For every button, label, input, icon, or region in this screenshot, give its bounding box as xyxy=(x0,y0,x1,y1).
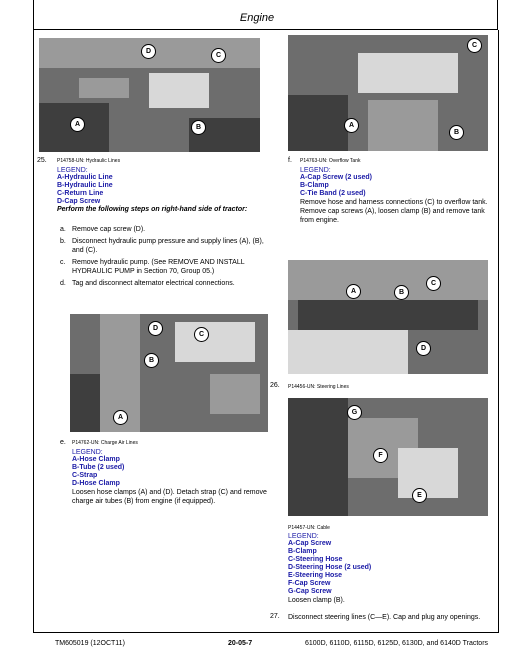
legend-item: E-Steering Hose xyxy=(288,572,343,579)
callout-a: A xyxy=(346,284,361,299)
figure-caption: P14762-UN: Charge Air Lines xyxy=(72,440,138,446)
legend-item: B-Clamp xyxy=(300,182,329,189)
callout-d: D xyxy=(416,341,431,356)
margin-rule-right xyxy=(497,0,498,30)
sub-marker: b. xyxy=(60,238,66,245)
legend-title: LEGEND: xyxy=(72,449,103,456)
callout-f: F xyxy=(373,448,388,463)
step-number: e. xyxy=(60,439,66,446)
callout-b: B xyxy=(144,353,159,368)
callout-a: A xyxy=(344,118,359,133)
callout-c: C xyxy=(211,48,226,63)
figure-caption: P14758-UN: Hydraulic Lines xyxy=(57,158,121,164)
legend-item: B-Hydraulic Line xyxy=(57,182,113,189)
legend-hydraulic xyxy=(57,167,267,213)
callout-b: B xyxy=(394,285,409,300)
legend-overflow-tank xyxy=(300,167,493,225)
figure-cable xyxy=(288,398,488,516)
legend-item: C-Tie Band (2 used) xyxy=(300,190,366,197)
legend-item: C-Return Line xyxy=(57,190,104,197)
legend-item: A-Cap Screw (2 used) xyxy=(300,174,372,181)
step-lead: Perform the following steps on right-hand side of tractor: xyxy=(57,206,248,213)
legend-item: C-Steering Hose xyxy=(288,556,343,563)
legend-title: LEGEND: xyxy=(288,533,319,540)
legend-item: A-Hose Clamp xyxy=(72,456,120,463)
sub-text: Remove cap screw (D). xyxy=(72,226,146,233)
legend-title: LEGEND: xyxy=(57,167,88,174)
figure-charge-air-lines xyxy=(70,314,268,432)
step-number: 26. xyxy=(270,382,280,389)
sub-marker: c. xyxy=(60,259,66,266)
callout-c: C xyxy=(467,38,482,53)
step-text: Disconnect steering lines (C—E). Cap and plug any openings. xyxy=(288,614,481,621)
legend-item: B-Clamp xyxy=(288,548,317,555)
margin-rule-left xyxy=(33,0,34,30)
figure-caption: P14456-UN: Steering Lines xyxy=(288,384,349,390)
sub-marker: d. xyxy=(60,280,66,287)
figure-caption: P14763-UN: Overflow Tank xyxy=(300,158,361,164)
callout-c: C xyxy=(426,276,441,291)
legend-item: C-Strap xyxy=(72,472,98,479)
callout-c: C xyxy=(194,327,209,342)
figure-caption: P14457-UN: Cable xyxy=(288,525,330,531)
footer-models: 6100D, 6110D, 6115D, 6125D, 6130D, and 6140D Tractors xyxy=(305,640,489,647)
legend-item: B-Tube (2 used) xyxy=(72,464,125,471)
legend-title: LEGEND: xyxy=(300,167,331,174)
step-text: Loosen clamp (B). xyxy=(288,597,345,604)
step-number: 27. xyxy=(270,613,280,620)
legend-item: A-Cap Screw xyxy=(288,540,332,547)
figure-steering-lines xyxy=(288,260,488,374)
sub-marker: a. xyxy=(60,226,66,233)
callout-a: A xyxy=(70,117,85,132)
callout-e: E xyxy=(412,488,427,503)
sub-text: Disconnect hydraulic pump pressure and supply lines (A), (B), and (C). xyxy=(72,238,264,254)
callout-g: G xyxy=(347,405,362,420)
step-text: Remove hose and harness connections (C) to overflow tank. Remove cap screws (A), loosen clamp (B) and remove tank from engine. xyxy=(300,199,488,224)
step-number: f. xyxy=(288,157,292,164)
callout-b: B xyxy=(449,125,464,140)
legend-item: A-Hydraulic Line xyxy=(57,174,113,181)
legend-item: G-Cap Screw xyxy=(288,588,332,595)
legend-cable xyxy=(288,533,488,605)
sub-text: Remove hydraulic pump. (See REMOVE AND INSTALL HYDRAULIC PUMP in Section 70, Group 05.) xyxy=(72,259,245,275)
legend-item: D-Steering Hose (2 used) xyxy=(288,564,372,571)
sub-text: Tag and disconnect alternator electrical connections. xyxy=(72,280,235,287)
footer-page: 20-05-7 xyxy=(228,640,253,647)
step-number: 25. xyxy=(37,157,47,164)
callout-d: D xyxy=(148,321,163,336)
step-text: Loosen hose clamps (A) and (D). Detach strap (C) and remove charge air tubes (B) from engine (if equipped). xyxy=(72,489,267,505)
section-title: Engine xyxy=(239,12,275,24)
legend-charge-air xyxy=(72,449,272,506)
legend-item: D-Hose Clamp xyxy=(72,480,120,487)
callout-d: D xyxy=(141,44,156,59)
callout-b: B xyxy=(191,120,206,135)
legend-item: F-Cap Screw xyxy=(288,580,331,587)
callout-a: A xyxy=(113,410,128,425)
footer-doc-id: TM605019 (12OCT11) xyxy=(55,640,125,647)
legend-item: D-Cap Screw xyxy=(57,198,101,205)
